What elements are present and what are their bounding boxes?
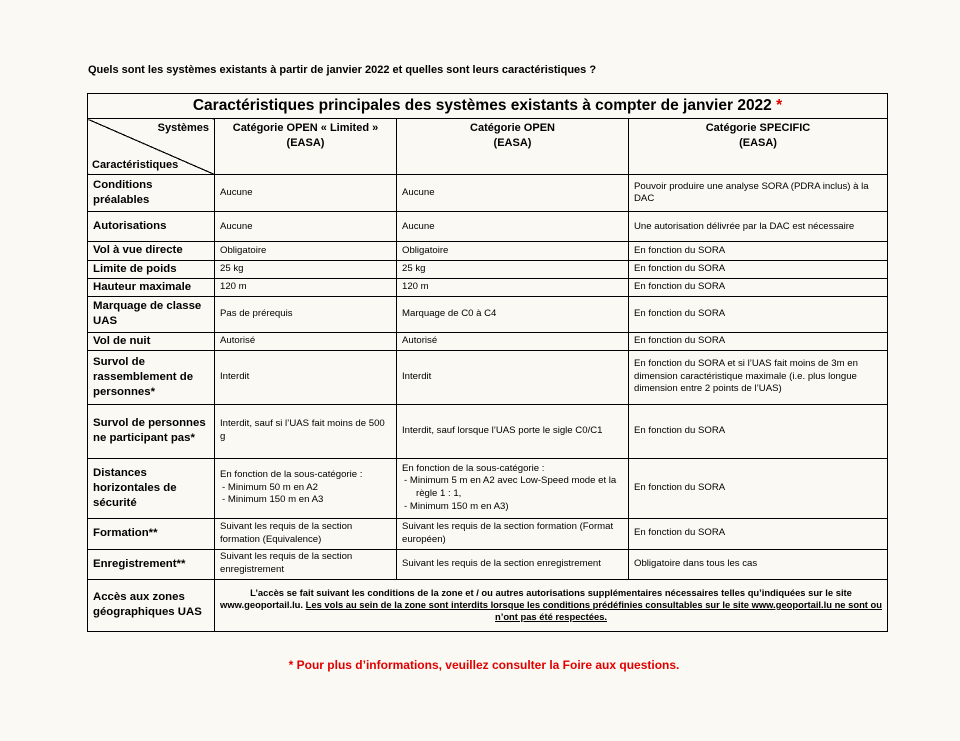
row-label: Survol de rassemblement de personnes* <box>88 350 215 404</box>
row-label: Distances horizontales de sécurité <box>88 458 215 518</box>
table-cell: Suivant les requis de la section enregistrement <box>215 549 397 579</box>
access-cell <box>215 579 888 631</box>
table-row <box>88 549 888 579</box>
distance-list <box>402 475 623 513</box>
table-cell: Aucune <box>397 175 629 212</box>
list-item: - Minimum 150 m en A3) <box>402 501 623 514</box>
table-cell: En fonction du SORA <box>629 260 888 278</box>
table-cell: Suivant les requis de la section formation (Format européen) <box>397 518 629 549</box>
access-text: L’accès se fait suivant les conditions de la zone et / ou autres autorisations supplémentaires nécessaires telles qu’indiquées sur le site www.geoportail.lu. <box>220 586 852 610</box>
row-label: Limite de poids <box>88 260 215 278</box>
row-label: Autorisations <box>88 212 215 242</box>
table-cell: Pouvoir produire une analyse SORA (PDRA inclus) à la DAC <box>629 175 888 212</box>
table-cell: Aucune <box>215 212 397 242</box>
table-row <box>88 332 888 350</box>
table-row <box>88 260 888 278</box>
table-row <box>88 175 888 212</box>
table-cell: En fonction du SORA et si l’UAS fait moins de 3m en dimension caractéristique maximale (i.e. plus longue dimension entre 2 points de l’UAS) <box>629 350 888 404</box>
table-cell: Une autorisation délivrée par la DAC est nécessaire <box>629 212 888 242</box>
table-cell: En fonction du SORA <box>629 458 888 518</box>
corner-characteristics-label: Caractéristiques <box>92 158 179 171</box>
table-row <box>88 212 888 242</box>
column-header-open-limited <box>215 119 397 175</box>
table-cell: Interdit <box>215 350 397 404</box>
table-title <box>88 94 888 119</box>
table-cell: Suivant les requis de la section enregistrement <box>397 549 629 579</box>
row-label: Survol de personnes ne participant pas* <box>88 404 215 458</box>
table-row <box>88 242 888 260</box>
table-row <box>88 458 888 518</box>
distance-list <box>220 482 391 507</box>
table-row <box>88 518 888 549</box>
table-cell: 25 kg <box>397 260 629 278</box>
table-cell: Autorisé <box>215 332 397 350</box>
table-cell: Interdit, sauf si l’UAS fait moins de 500 g <box>215 404 397 458</box>
table-cell: Obligatoire dans tous les cas <box>629 549 888 579</box>
row-label: Accès aux zones géographiques UAS <box>88 579 215 631</box>
table-cell: En fonction du SORA <box>629 296 888 332</box>
title-star: * <box>776 97 783 114</box>
table-cell: Autorisé <box>397 332 629 350</box>
column-header-line2: (EASA) <box>286 136 325 149</box>
column-header-line1: Catégorie OPEN <box>470 122 555 135</box>
column-header-line1: Catégorie OPEN « Limited » <box>232 122 379 135</box>
column-header-open <box>397 119 629 175</box>
table-cell: En fonction du SORA <box>629 332 888 350</box>
table-cell: En fonction du SORA <box>629 278 888 296</box>
cell-intro: En fonction de la sous-catégorie : <box>220 469 363 481</box>
table-cell: Suivant les requis de la section formation (Equivalence) <box>215 518 397 549</box>
list-item: - Minimum 150 m en A3 <box>220 494 391 507</box>
table-row <box>88 296 888 332</box>
table-cell: Pas de prérequis <box>215 296 397 332</box>
table-row <box>88 350 888 404</box>
row-label: Enregistrement** <box>88 549 215 579</box>
row-label: Vol à vue directe <box>88 242 215 260</box>
table-cell: 120 m <box>215 278 397 296</box>
cell-intro: En fonction de la sous-catégorie : <box>402 462 545 474</box>
table-cell: 120 m <box>397 278 629 296</box>
corner-systems-label: Systèmes <box>157 122 209 135</box>
column-header-line2: (EASA) <box>493 136 532 149</box>
table-cell: Obligatoire <box>397 242 629 260</box>
table-cell <box>215 458 397 518</box>
header-corner-cell <box>88 119 215 175</box>
table-title-text: Caractéristiques principales des systèmes existants à compter de janvier 2022 <box>192 97 772 114</box>
table-cell: En fonction du SORA <box>629 404 888 458</box>
footnote: * Pour plus d’informations, veuillez consulter la Foire aux questions. <box>288 658 680 672</box>
row-label: Formation** <box>88 518 215 549</box>
row-label: Vol de nuit <box>88 332 215 350</box>
table-row <box>88 404 888 458</box>
list-item: - Minimum 50 m en A2 <box>220 482 391 495</box>
table-cell: Aucune <box>215 175 397 212</box>
row-label: Hauteur maximale <box>88 278 215 296</box>
list-item: - Minimum 5 m en A2 avec Low-Speed mode et la règle 1 : 1, <box>402 475 623 500</box>
column-header-specific <box>629 119 888 175</box>
table-cell <box>397 458 629 518</box>
table-cell: Obligatoire <box>215 242 397 260</box>
table-row <box>88 579 888 631</box>
table-cell: En fonction du SORA <box>629 242 888 260</box>
access-text-underlined: Les vols au sein de la zone sont interdits lorsque les conditions prédéfinies consultables sur le site www.geoportail.lu ne sont ou n’ont pas été respectées. <box>305 598 882 623</box>
table-cell: Interdit <box>397 350 629 404</box>
characteristics-table <box>87 93 888 632</box>
table-cell: Marquage de C0 à C4 <box>397 296 629 332</box>
table-cell: En fonction du SORA <box>629 518 888 549</box>
column-header-line1: Catégorie SPECIFIC <box>705 122 811 135</box>
table-cell: 25 kg <box>215 260 397 278</box>
row-label: Marquage de classe UAS <box>88 296 215 332</box>
table-cell: Aucune <box>397 212 629 242</box>
page-question: Quels sont les systèmes existants à partir de janvier 2022 et quelles sont leurs caractéristiques ? <box>88 64 597 76</box>
table-row <box>88 278 888 296</box>
table-cell: Interdit, sauf lorsque l’UAS porte le sigle C0/C1 <box>397 404 629 458</box>
column-header-line2: (EASA) <box>739 136 777 149</box>
row-label: Conditions préalables <box>88 175 215 212</box>
